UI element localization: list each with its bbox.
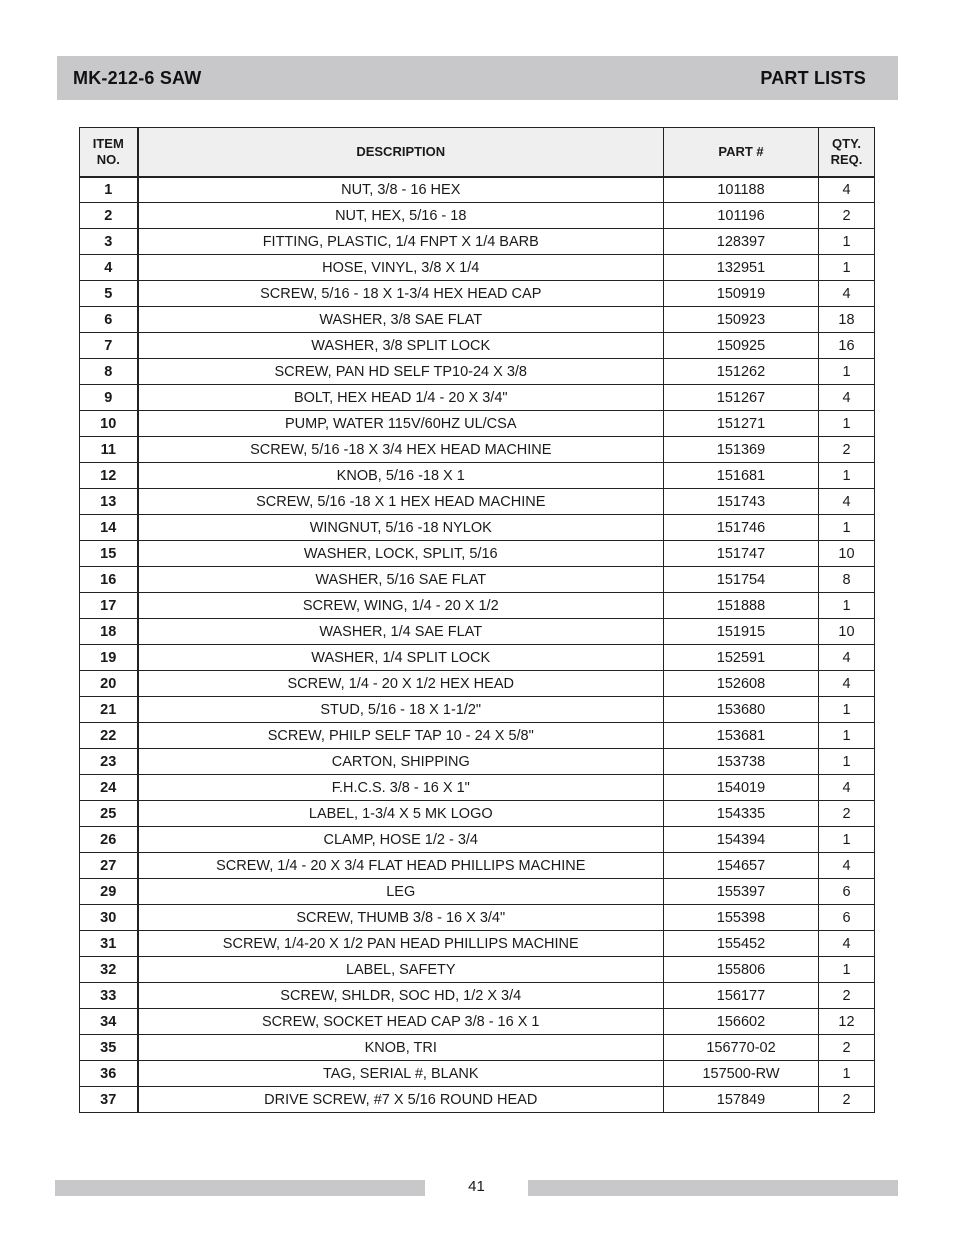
qty-cell: 4 <box>819 385 875 411</box>
part-number-cell: 155806 <box>664 957 819 983</box>
item-number-cell: 12 <box>80 463 138 489</box>
item-number-cell: 30 <box>80 905 138 931</box>
part-number-cell: 154394 <box>664 827 819 853</box>
table-row <box>80 541 875 567</box>
part-number-cell: 151262 <box>664 359 819 385</box>
description-cell: SCREW, SHLDR, SOC HD, 1/2 X 3/4 <box>138 983 664 1009</box>
item-number-cell: 24 <box>80 775 138 801</box>
table-row <box>80 931 875 957</box>
description-cell: SCREW, 1/4-20 X 1/2 PAN HEAD PHILLIPS MACHINE <box>138 931 664 957</box>
item-number-cell: 3 <box>80 229 138 255</box>
description-cell: F.H.C.S. 3/8 - 16 X 1" <box>138 775 664 801</box>
table-row <box>80 1087 875 1113</box>
table-row <box>80 775 875 801</box>
parts-table <box>79 127 875 1113</box>
part-number-cell: 151888 <box>664 593 819 619</box>
table-row <box>80 411 875 437</box>
part-number-cell: 151915 <box>664 619 819 645</box>
item-number-cell: 6 <box>80 307 138 333</box>
part-number-cell: 150923 <box>664 307 819 333</box>
part-number-cell: 157500-RW <box>664 1061 819 1087</box>
table-row <box>80 749 875 775</box>
item-number-cell: 14 <box>80 515 138 541</box>
table-row <box>80 515 875 541</box>
table-row <box>80 203 875 229</box>
description-cell: SCREW, WING, 1/4 - 20 X 1/2 <box>138 593 664 619</box>
table-row <box>80 463 875 489</box>
part-number-cell: 151267 <box>664 385 819 411</box>
table-row <box>80 437 875 463</box>
table-row <box>80 983 875 1009</box>
description-cell: SCREW, SOCKET HEAD CAP 3/8 - 16 X 1 <box>138 1009 664 1035</box>
part-number-cell: 151754 <box>664 567 819 593</box>
description-cell: WINGNUT, 5/16 -18 NYLOK <box>138 515 664 541</box>
part-number-cell: 154335 <box>664 801 819 827</box>
item-number-cell: 10 <box>80 411 138 437</box>
item-number-cell: 37 <box>80 1087 138 1113</box>
qty-cell: 1 <box>819 515 875 541</box>
qty-cell: 2 <box>819 203 875 229</box>
qty-cell: 4 <box>819 671 875 697</box>
table-row <box>80 801 875 827</box>
description-cell: NUT, HEX, 5/16 - 18 <box>138 203 664 229</box>
description-cell: CARTON, SHIPPING <box>138 749 664 775</box>
description-cell: KNOB, 5/16 -18 X 1 <box>138 463 664 489</box>
page-header <box>57 56 898 100</box>
qty-cell: 4 <box>819 489 875 515</box>
item-number-cell: 34 <box>80 1009 138 1035</box>
table-row <box>80 281 875 307</box>
description-cell: SCREW, 1/4 - 20 X 1/2 HEX HEAD <box>138 671 664 697</box>
item-number-cell: 2 <box>80 203 138 229</box>
description-cell: BOLT, HEX HEAD 1/4 - 20 X 3/4" <box>138 385 664 411</box>
part-number-cell: 151369 <box>664 437 819 463</box>
table-row <box>80 853 875 879</box>
item-number-cell: 1 <box>80 177 138 203</box>
item-number-cell: 19 <box>80 645 138 671</box>
item-number-cell: 16 <box>80 567 138 593</box>
item-number-cell: 23 <box>80 749 138 775</box>
description-cell: STUD, 5/16 - 18 X 1-1/2" <box>138 697 664 723</box>
description-cell: SCREW, PAN HD SELF TP10-24 X 3/8 <box>138 359 664 385</box>
table-row <box>80 255 875 281</box>
qty-cell: 2 <box>819 801 875 827</box>
qty-cell: 6 <box>819 905 875 931</box>
item-number-cell: 29 <box>80 879 138 905</box>
part-number-cell: 151271 <box>664 411 819 437</box>
part-number-cell: 151743 <box>664 489 819 515</box>
item-number-cell: 22 <box>80 723 138 749</box>
qty-cell: 12 <box>819 1009 875 1035</box>
qty-cell: 4 <box>819 775 875 801</box>
table-row <box>80 723 875 749</box>
qty-required-header: QTY. REQ. <box>819 128 875 177</box>
qty-cell: 4 <box>819 177 875 203</box>
item-number-cell: 7 <box>80 333 138 359</box>
table-row <box>80 619 875 645</box>
qty-cell: 4 <box>819 281 875 307</box>
part-number-cell: 152608 <box>664 671 819 697</box>
description-cell: SCREW, 5/16 - 18 X 1-3/4 HEX HEAD CAP <box>138 281 664 307</box>
item-number-cell: 33 <box>80 983 138 1009</box>
part-number-cell: 153681 <box>664 723 819 749</box>
table-row <box>80 671 875 697</box>
qty-cell: 16 <box>819 333 875 359</box>
description-cell: DRIVE SCREW, #7 X 5/16 ROUND HEAD <box>138 1087 664 1113</box>
table-row <box>80 905 875 931</box>
item-number-cell: 35 <box>80 1035 138 1061</box>
item-number-cell: 11 <box>80 437 138 463</box>
qty-cell: 2 <box>819 1087 875 1113</box>
qty-cell: 4 <box>819 853 875 879</box>
footer-bar-left <box>55 1180 425 1196</box>
item-number-cell: 4 <box>80 255 138 281</box>
parts-table-body <box>80 177 875 1113</box>
qty-cell: 18 <box>819 307 875 333</box>
table-row <box>80 229 875 255</box>
model-title: MK-212-6 SAW <box>73 67 202 88</box>
part-number-cell: 150925 <box>664 333 819 359</box>
description-cell: WASHER, 1/4 SAE FLAT <box>138 619 664 645</box>
page-number: 41 <box>468 1178 485 1195</box>
description-cell: NUT, 3/8 - 16 HEX <box>138 177 664 203</box>
part-number-cell: 132951 <box>664 255 819 281</box>
item-number-cell: 15 <box>80 541 138 567</box>
qty-cell: 2 <box>819 983 875 1009</box>
qty-cell: 1 <box>819 723 875 749</box>
qty-cell: 1 <box>819 593 875 619</box>
item-number-cell: 32 <box>80 957 138 983</box>
description-cell: CLAMP, HOSE 1/2 - 3/4 <box>138 827 664 853</box>
table-row <box>80 645 875 671</box>
table-row <box>80 333 875 359</box>
table-row <box>80 827 875 853</box>
qty-cell: 10 <box>819 619 875 645</box>
qty-cell: 8 <box>819 567 875 593</box>
item-number-cell: 25 <box>80 801 138 827</box>
description-cell: KNOB, TRI <box>138 1035 664 1061</box>
part-number-cell: 157849 <box>664 1087 819 1113</box>
item-number-cell: 36 <box>80 1061 138 1087</box>
table-row <box>80 593 875 619</box>
description-cell: SCREW, PHILP SELF TAP 10 - 24 X 5/8" <box>138 723 664 749</box>
part-number-cell: 155398 <box>664 905 819 931</box>
description-cell: WASHER, 5/16 SAE FLAT <box>138 567 664 593</box>
item-no-header: ITEM NO. <box>80 128 138 177</box>
item-number-cell: 31 <box>80 931 138 957</box>
description-header: DESCRIPTION <box>138 128 664 177</box>
item-number-cell: 21 <box>80 697 138 723</box>
item-number-cell: 20 <box>80 671 138 697</box>
table-row <box>80 697 875 723</box>
part-number-cell: 155452 <box>664 931 819 957</box>
description-cell: LABEL, SAFETY <box>138 957 664 983</box>
qty-cell: 1 <box>819 359 875 385</box>
table-header-row <box>80 128 875 177</box>
description-cell: WASHER, 3/8 SAE FLAT <box>138 307 664 333</box>
table-row <box>80 489 875 515</box>
part-number-cell: 156770-02 <box>664 1035 819 1061</box>
qty-cell: 1 <box>819 463 875 489</box>
description-cell: TAG, SERIAL #, BLANK <box>138 1061 664 1087</box>
part-number-cell: 152591 <box>664 645 819 671</box>
table-row <box>80 1035 875 1061</box>
table-row <box>80 1009 875 1035</box>
description-cell: HOSE, VINYL, 3/8 X 1/4 <box>138 255 664 281</box>
table-row <box>80 1061 875 1087</box>
item-number-cell: 26 <box>80 827 138 853</box>
qty-cell: 1 <box>819 749 875 775</box>
part-number-cell: 156602 <box>664 1009 819 1035</box>
part-number-cell: 128397 <box>664 229 819 255</box>
description-cell: WASHER, 3/8 SPLIT LOCK <box>138 333 664 359</box>
description-cell: PUMP, WATER 115V/60HZ UL/CSA <box>138 411 664 437</box>
item-number-cell: 13 <box>80 489 138 515</box>
description-cell: SCREW, 5/16 -18 X 3/4 HEX HEAD MACHINE <box>138 437 664 463</box>
qty-cell: 1 <box>819 229 875 255</box>
qty-cell: 1 <box>819 255 875 281</box>
table-row <box>80 307 875 333</box>
description-cell: WASHER, 1/4 SPLIT LOCK <box>138 645 664 671</box>
part-number-cell: 151681 <box>664 463 819 489</box>
item-number-cell: 18 <box>80 619 138 645</box>
part-number-cell: 154019 <box>664 775 819 801</box>
item-number-cell: 27 <box>80 853 138 879</box>
item-number-cell: 8 <box>80 359 138 385</box>
table-row <box>80 567 875 593</box>
part-number-cell: 156177 <box>664 983 819 1009</box>
qty-cell: 2 <box>819 437 875 463</box>
table-row <box>80 385 875 411</box>
part-number-cell: 153680 <box>664 697 819 723</box>
description-cell: FITTING, PLASTIC, 1/4 FNPT X 1/4 BARB <box>138 229 664 255</box>
part-number-cell: 101196 <box>664 203 819 229</box>
qty-cell: 1 <box>819 1061 875 1087</box>
qty-cell: 4 <box>819 645 875 671</box>
part-number-cell: 101188 <box>664 177 819 203</box>
item-number-cell: 9 <box>80 385 138 411</box>
description-cell: SCREW, THUMB 3/8 - 16 X 3/4" <box>138 905 664 931</box>
item-number-cell: 5 <box>80 281 138 307</box>
description-cell: WASHER, LOCK, SPLIT, 5/16 <box>138 541 664 567</box>
table-row <box>80 359 875 385</box>
qty-cell: 1 <box>819 957 875 983</box>
qty-cell: 10 <box>819 541 875 567</box>
table-row <box>80 957 875 983</box>
part-number-cell: 153738 <box>664 749 819 775</box>
description-cell: SCREW, 1/4 - 20 X 3/4 FLAT HEAD PHILLIPS MACHINE <box>138 853 664 879</box>
table-row <box>80 177 875 203</box>
qty-cell: 4 <box>819 931 875 957</box>
part-number-cell: 151746 <box>664 515 819 541</box>
table-row <box>80 879 875 905</box>
part-number-cell: 151747 <box>664 541 819 567</box>
part-number-cell: 155397 <box>664 879 819 905</box>
qty-cell: 2 <box>819 1035 875 1061</box>
qty-cell: 1 <box>819 827 875 853</box>
part-number-cell: 154657 <box>664 853 819 879</box>
description-cell: LABEL, 1-3/4 X 5 MK LOGO <box>138 801 664 827</box>
footer-bar-right <box>528 1180 898 1196</box>
qty-cell: 1 <box>819 411 875 437</box>
description-cell: SCREW, 5/16 -18 X 1 HEX HEAD MACHINE <box>138 489 664 515</box>
section-title: PART LISTS <box>760 67 866 88</box>
qty-cell: 1 <box>819 697 875 723</box>
part-number-header: PART # <box>664 128 819 177</box>
description-cell: LEG <box>138 879 664 905</box>
item-number-cell: 17 <box>80 593 138 619</box>
part-number-cell: 150919 <box>664 281 819 307</box>
qty-cell: 6 <box>819 879 875 905</box>
